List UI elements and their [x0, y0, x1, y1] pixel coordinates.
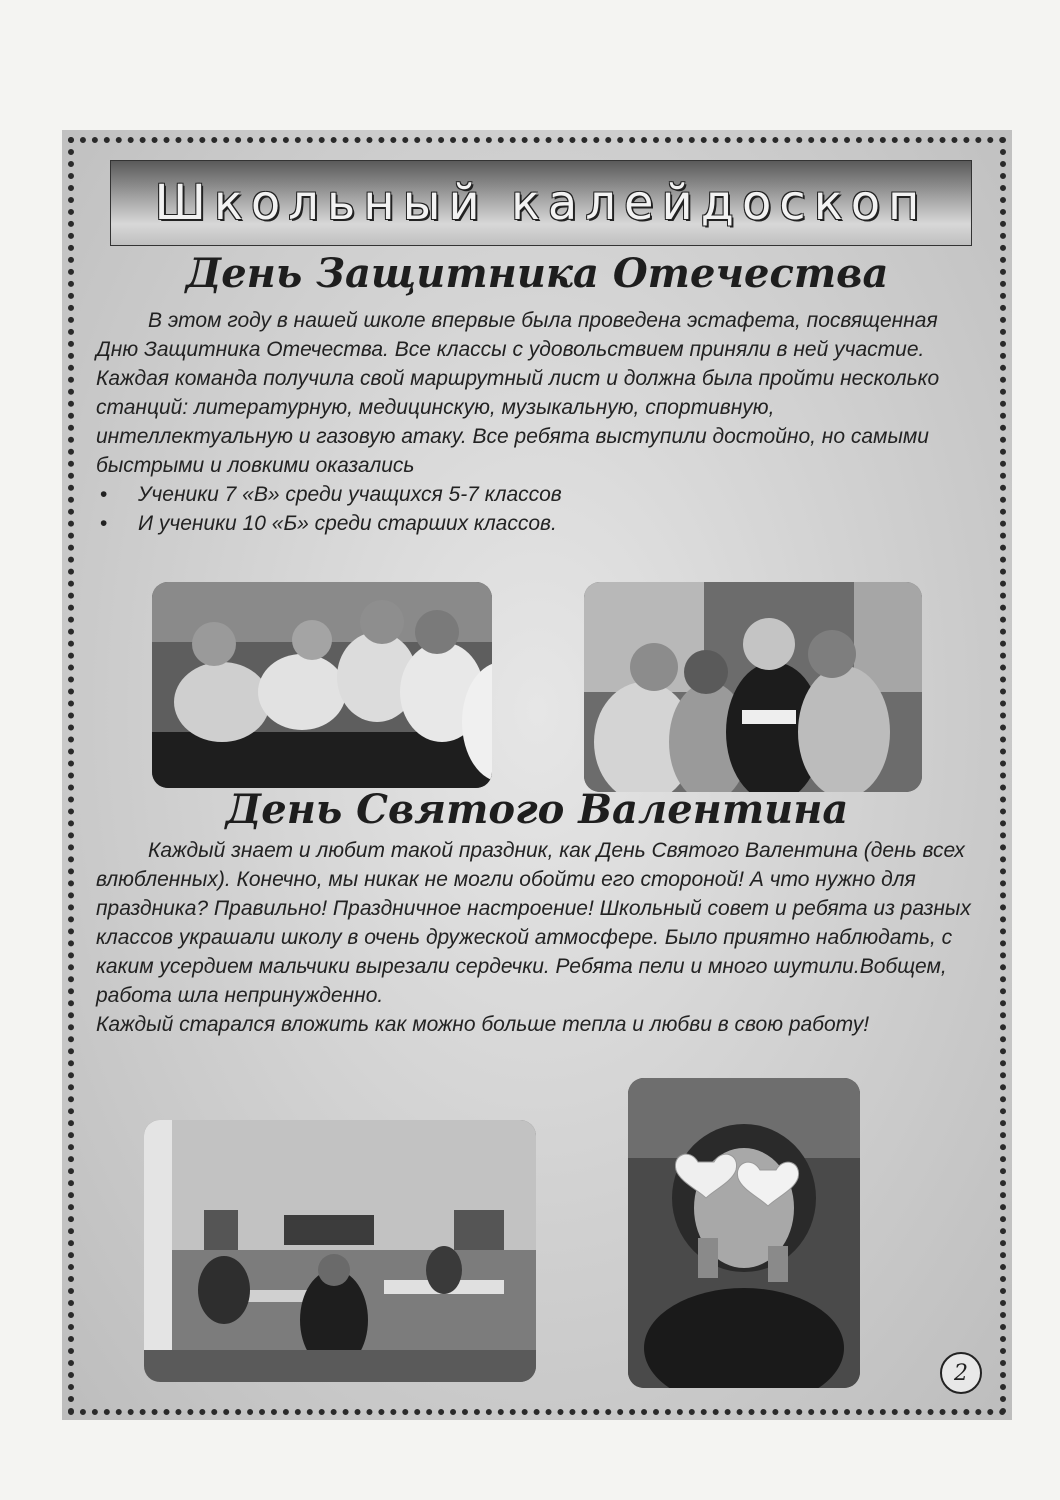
photo-relay-team-table — [152, 582, 492, 788]
photo-relay-route-sheet — [584, 582, 922, 792]
list-item: • Ученики 7 «В» среди учащихся 5-7 классов — [96, 480, 976, 509]
section-heading-valentine-day: День Святого Валентина — [225, 786, 849, 833]
section-body-defender-day — [96, 306, 976, 538]
page-number: 2 — [940, 1352, 982, 1394]
article-paragraph: Каждый старался вложить как можно больше тепла и любви в свою работу! — [96, 1013, 870, 1036]
article-paragraph: Каждый знает и любит такой праздник, как День Святого Валентина (день всех влюбленных). Конечно, мы никак не могли обойти его стороной! А что нужно для праздника? Правильно! Праздничное настроение! Школьный совет и ребята из разных классов украшали школу в очень дружеской атмосфере. Было приятно наблюдать, с каким усердием мальчики вырезали сердечки. Ребята пели и много шутили.Вобщем, работа шла непринужденно. — [96, 839, 971, 1007]
section-heading-defender-day: День Защитника Отечества — [185, 250, 889, 297]
photo-classroom-decorating — [144, 1120, 536, 1382]
banner-title: Школьный калейдоскоп — [154, 175, 928, 231]
section-body-valentine-day — [96, 836, 976, 1039]
winners-list — [96, 480, 976, 538]
title-banner — [110, 160, 972, 246]
article-paragraph: В этом году в нашей школе впервые была проведена эстафета, посвященная Дню Защитника Отечества. Все классы с удовольствием приняли в ней участие. Каждая команда получила свой маршрутный лист и должна была пройти несколько станций: литературную, медицинскую, музыкальную, спортивную, интеллектуальную и газовую атаку. Все ребята выступили достойно, но самыми быстрыми и ловкими оказались — [96, 309, 940, 477]
photo-girl-with-hearts — [628, 1078, 860, 1388]
list-item: • И ученики 10 «Б» среди старших классов. — [96, 509, 976, 538]
